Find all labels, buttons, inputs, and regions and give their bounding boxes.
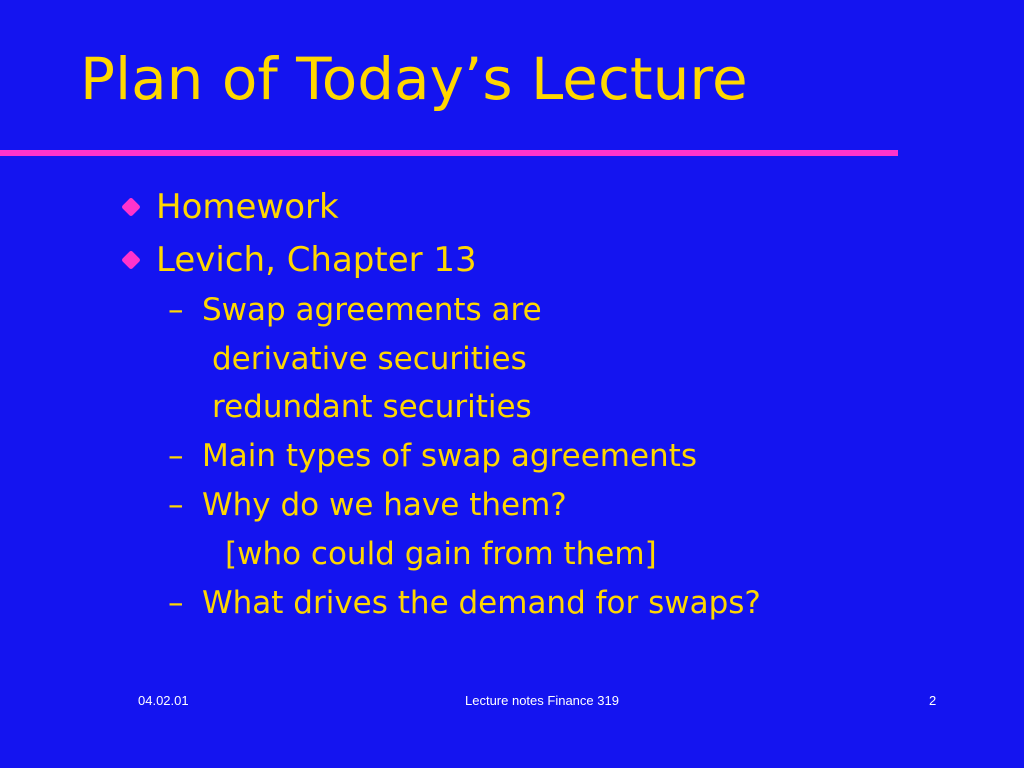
subitem-main-types (168, 438, 697, 474)
bullet-item-levich (156, 240, 477, 280)
footer-page-number: 2 (929, 693, 937, 708)
diamond-bullet-icon (121, 197, 141, 217)
subitem-continuation: [who could gain from them] (225, 536, 657, 572)
bullet-item-homework (156, 187, 339, 227)
diamond-bullet-icon (121, 250, 141, 270)
subitem-text: Swap agreements are (202, 292, 542, 328)
subitem-continuation: derivative securities (212, 341, 527, 377)
title-divider (0, 150, 898, 156)
subitem-demand (168, 585, 761, 621)
footer-course: Lecture notes Finance 319 (465, 693, 619, 708)
dash-marker: – (168, 585, 184, 621)
subitem-why (168, 487, 567, 523)
slide-title: Plan of Today’s Lecture (80, 45, 748, 113)
subitem-text: Why do we have them? (202, 487, 567, 523)
bullet-text: Homework (156, 187, 339, 227)
subitem-continuation: redundant securities (212, 389, 532, 425)
dash-marker: – (168, 438, 184, 474)
subitem-text: What drives the demand for swaps? (202, 585, 761, 621)
subitem-text: Main types of swap agreements (202, 438, 697, 474)
bullet-text: Levich, Chapter 13 (156, 240, 477, 280)
footer-date: 04.02.01 (138, 693, 189, 708)
dash-marker: – (168, 487, 184, 523)
dash-marker: – (168, 292, 184, 328)
subitem-swap-agreements (168, 292, 542, 328)
